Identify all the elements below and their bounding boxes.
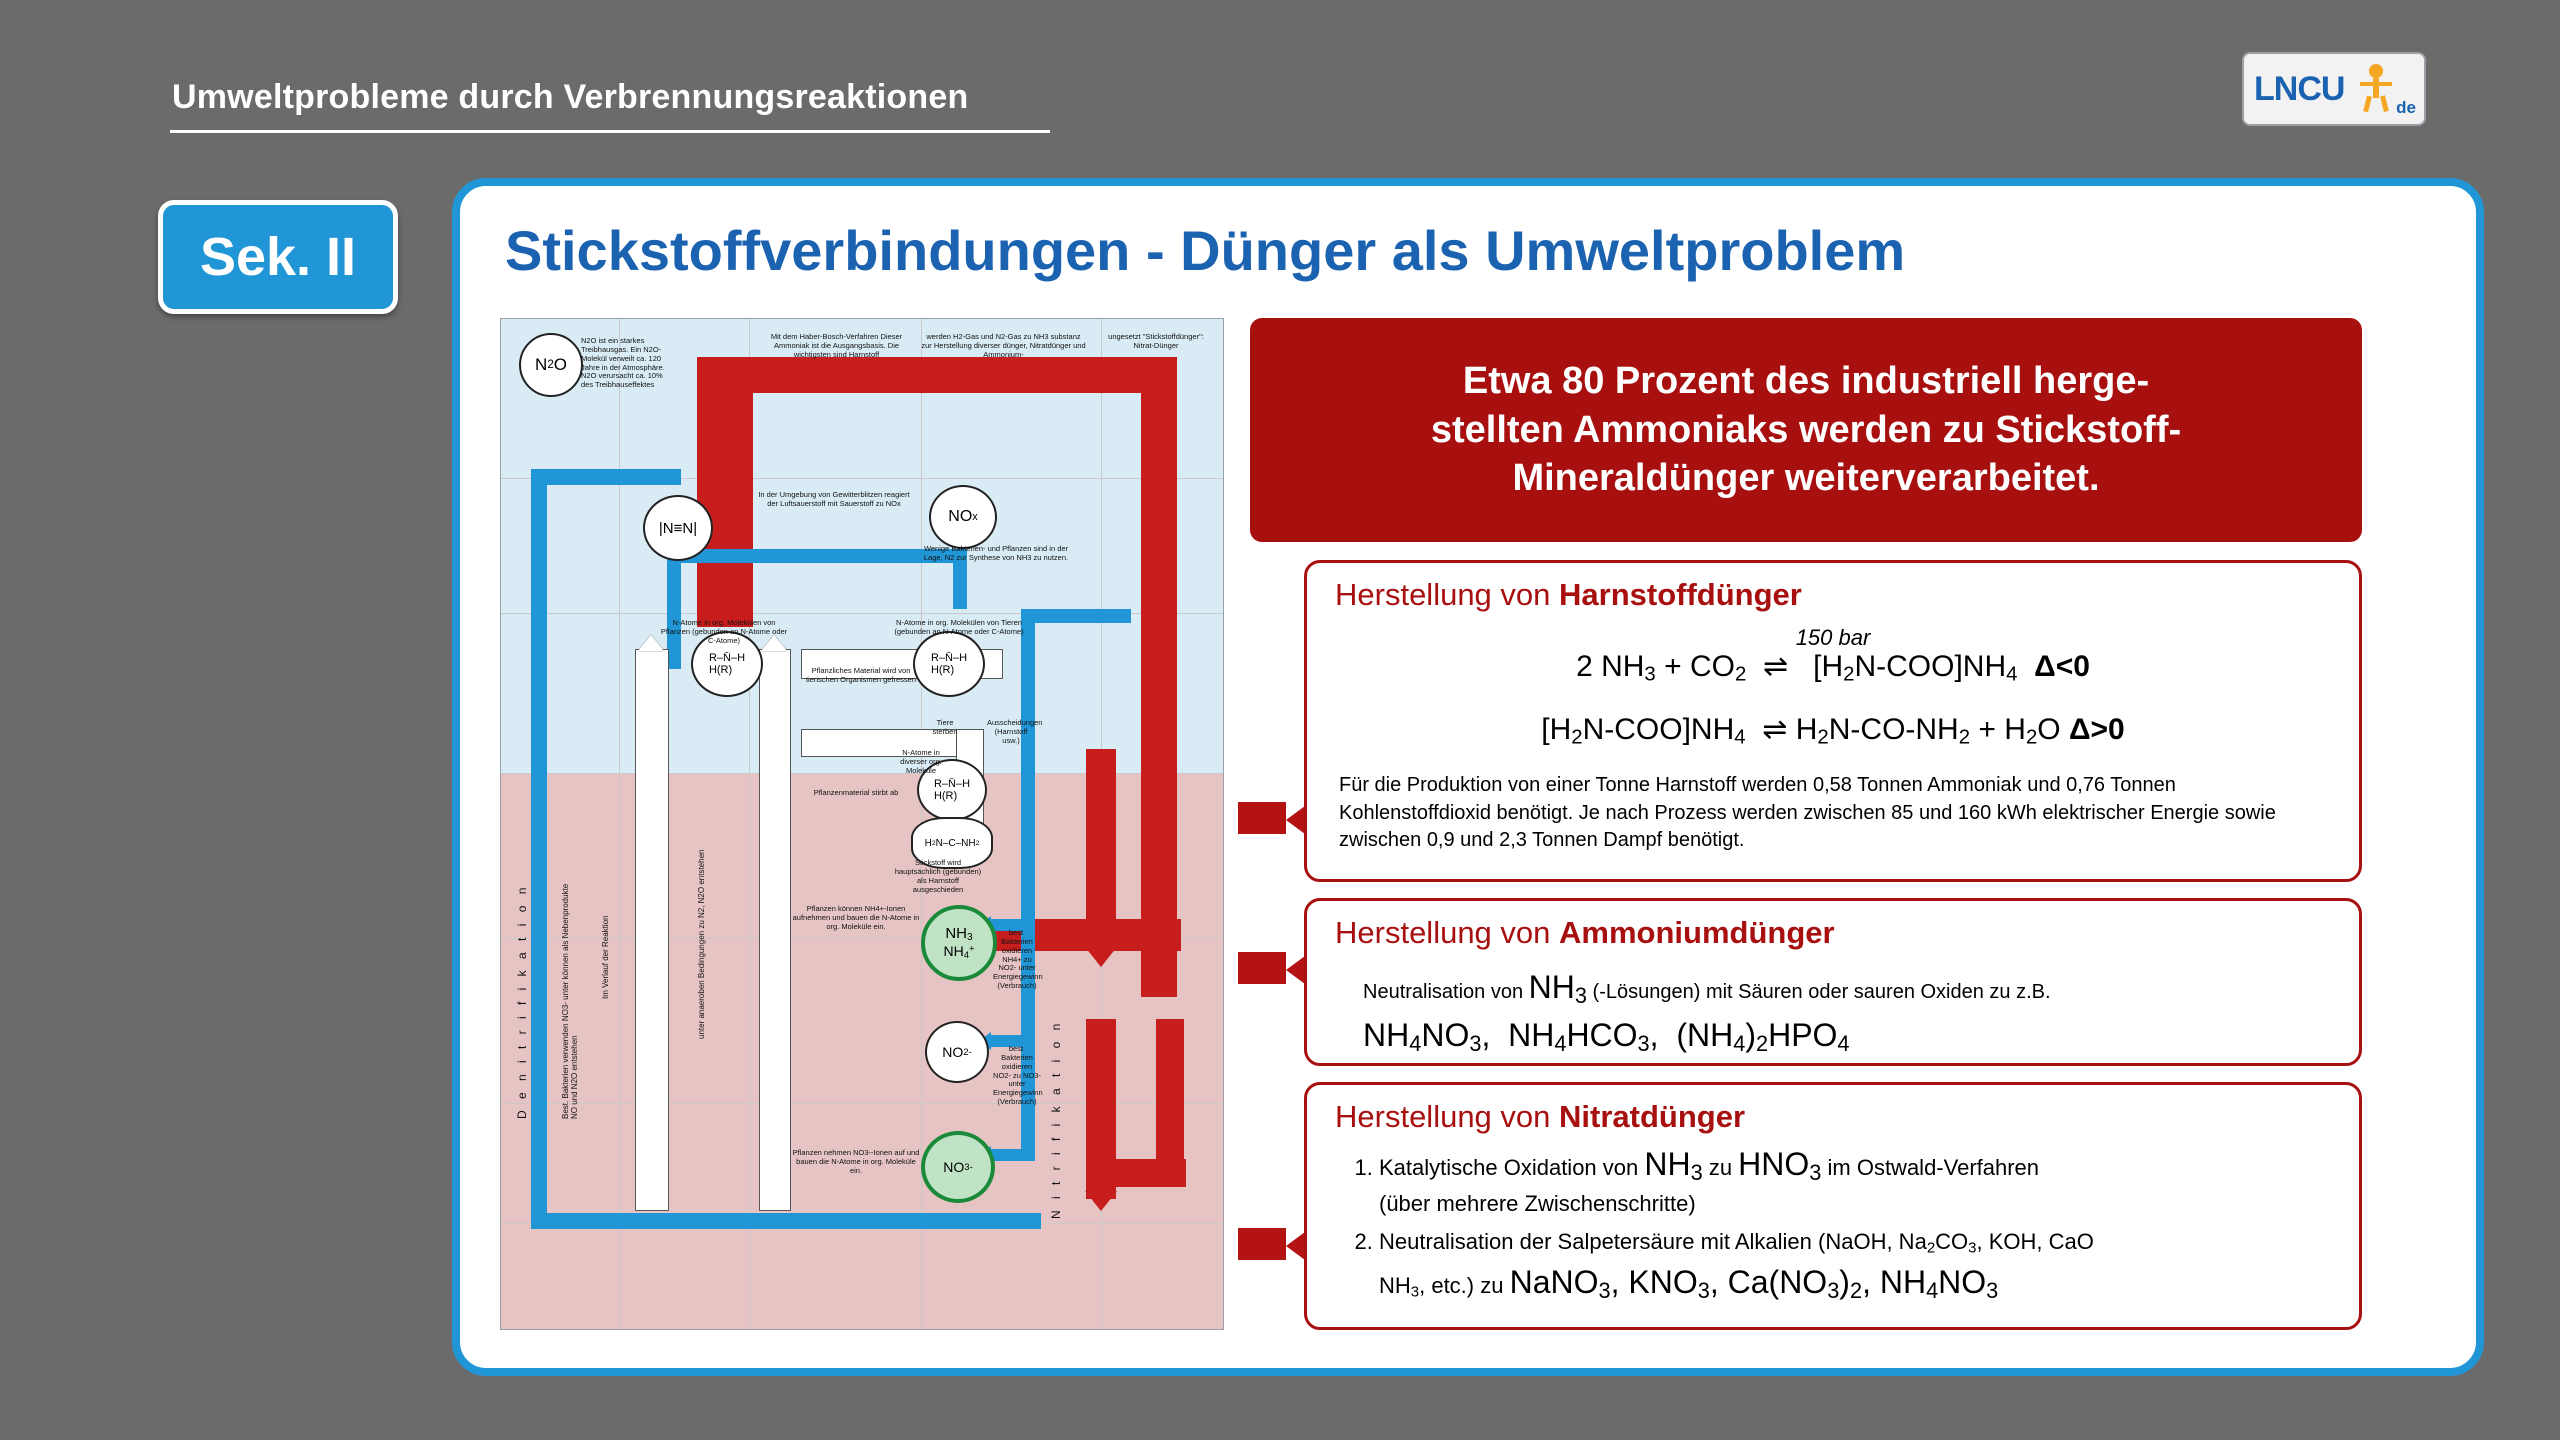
text-haber-3: ungesetzt "Stickstoffdünger": Nitrat-Dünger: [1108, 332, 1204, 350]
node-n2o: N 2 O: [519, 333, 583, 397]
node-org-animal: R–N̄–H H(R): [913, 631, 985, 697]
blue-pipe-nox-to-chain: [1021, 609, 1131, 623]
nitrogen-cycle-diagram: [500, 318, 1224, 1330]
text-plant-org: N-Atome in org. Molekülen von Pflanzen (gebunden an N-Atome oder C-Atome): [660, 618, 788, 645]
slide-title: Stickstoffverbindungen - Dünger als Umweltproblem: [505, 219, 1906, 282]
arrow-tail-harnstoff: [1238, 802, 1286, 834]
infobox-ammonium: [1304, 898, 2362, 1066]
text-n-atome-mol: N-Atome in diverser org. Moleküle: [900, 748, 942, 775]
text-pflanzen-no3: Pflanzen nehmen NO3--Ionen auf und bauen die N-Atome in org. Moleküle ein.: [792, 1148, 920, 1175]
text-food-chain: Pflanzliches Material wird von tierischen Organismen gefressen: [805, 666, 917, 684]
key-statement-banner: [1250, 318, 2362, 542]
infobox-nitrat: [1304, 1082, 2362, 1330]
page-header: [0, 0, 2560, 148]
red-arrow-to-nh3: [1085, 947, 1117, 967]
red-pipe-center-low: [1086, 1019, 1116, 1199]
text-animal-org: N-Atome in org. Molekülen von Tieren (gebunden an N-Atome oder C-Atome): [894, 618, 1024, 636]
red-pipe-left: [697, 357, 753, 627]
key-statement-text: Etwa 80 Prozent des industriell herge- stellten Ammoniaks werden zu Stickstoff- Mineraldünger weiterverarbeitet.: [1430, 360, 2182, 500]
text-denitr-left: Im Verlauf der Reaktion: [601, 915, 610, 999]
red-pipe-right: [1141, 357, 1177, 997]
infobox-harnstoff: [1304, 560, 2362, 882]
ammonium-line-1: Neutralisation von $NH_3$ (-Lösungen) mit Säuren oder sauren Oxiden zu z.B.: [1363, 969, 2051, 1008]
nitrat-heading: Herstellung von Nitratdünger: [1335, 1099, 1746, 1134]
ammonium-heading: Herstellung von Ammoniumdünger: [1335, 915, 1835, 950]
red-pipe-right-low: [1156, 1019, 1184, 1179]
text-nitrobacter: best. Bakterien oxidieren NO2- zu NO3- unter Energiegewinn (Verbrauch): [993, 1044, 1043, 1107]
label-denitrifikation: D e n i t r i f i k a t i o n: [515, 883, 529, 1119]
text-ausscheidungen: Ausscheidungen (Harnstoff usw.): [987, 718, 1043, 745]
text-n2-to-nox: In der Umgebung von Gewitterblitzen reagiert der Luftsauerstoff mit Sauerstoff zu NOx: [758, 490, 910, 508]
logo-wordmark: LNCU: [2254, 70, 2345, 108]
node-no2: NO 2 -: [925, 1021, 989, 1083]
level-badge: [158, 200, 398, 314]
level-badge-label: Sek. II: [199, 227, 357, 287]
red-pipe-top: [697, 357, 1177, 393]
header-divider: [170, 130, 1050, 133]
nitrat-step-2: 2. Neutralisation der Salpetersäure mit Alkalien (NaOH, $Na_2CO_3$, KOH, CaO $NH_3$, etc.) zu NaNO$_3$, $KNO_3$, $Ca(NO_3)_2$, $NH_4NO_3$: [1379, 1226, 2359, 1306]
harnstoff-condition: 150 bar: [1795, 625, 1871, 650]
page-title: Umweltprobleme durch Verbrennungsreaktionen: [172, 78, 969, 116]
arrow-tail-nitrat: [1238, 1228, 1286, 1260]
node-nh3-label: $NH_3$: [945, 924, 973, 944]
node-nox: NO x: [929, 485, 997, 549]
text-pflanzenmaterial: Pflanzenmaterial stirbt ab: [813, 788, 899, 797]
text-nox-desc: Wenige Bakterien- und Pflanzen sind in der Lage, N2 zur Synthese von NH3 zu nutzen.: [923, 544, 1069, 562]
blue-pipe-top-left: [531, 469, 681, 485]
logo-figure-icon: [2356, 62, 2396, 112]
text-nh4-uptake: Pflanzen können NH4+-Ionen aufnehmen und bauen die N-Atome in org. Moleküle ein.: [792, 904, 920, 931]
text-urea-note: Stickstoff wird hauptsächlich (gebunden) als Harnstoff ausgeschieden: [894, 858, 982, 894]
text-denitr-bact: Best. Bakterien verwenden NO3- unter können als Nebenprodukte NO und N2O entstehen: [561, 883, 579, 1119]
logo-suffix: de: [2396, 98, 2416, 117]
text-haber-2: werden H2-Gas und N2-Gas zu NH3 substanz zur Herstellung diverser dünger, Nitratdünger und Ammonium-: [921, 332, 1086, 359]
text-n2o-desc: N2O ist ein starkes Treibhausgas. Ein N2O-Molekül verweilt ca. 120 Jahre in der Atmosphäre. N2O verursacht ca. 10% des Treibhauseffektes: [581, 336, 665, 390]
harnstoff-note: Für die Produktion von einer Tonne Harnstoff werden 0,58 Tonnen Ammoniak und 0,76 Tonnen Kohlenstoffdioxid benötigt. Je nach Prozess werden zwischen 85 und 160 kWh elektrischer Energie sowie zwischen 0,9 und 2,3 Tonnen Dampf benötigt.: [1339, 773, 2276, 852]
red-pipe-center: [1086, 749, 1116, 949]
blue-pipe-no3-branch: [991, 1149, 1035, 1161]
node-org-plant: R–N̄–H H(R): [691, 631, 763, 697]
node-urea: H 2 N–C–NH 2: [911, 817, 993, 869]
blue-pipe-far-left: [531, 469, 547, 1229]
white-pipe-plant-uptake: [635, 649, 669, 1211]
label-nitrifikation: N i t r i f i k a t i o n: [1049, 1019, 1063, 1219]
node-nh4-label: $NH_4^+$: [943, 943, 975, 962]
blue-pipe-bottom: [531, 1213, 1041, 1229]
text-tiere-sterben: Tiere sterben: [932, 718, 958, 736]
node-no3: NO 3 -: [921, 1131, 995, 1203]
nitrat-step-1: 1. Katalytische Oxidation von $NH_3$ zu $HNO_3$ im Ostwald-Verfahren (über mehrere Zwischenschritte): [1379, 1141, 2359, 1220]
nitrat-steps: [1307, 1141, 2359, 1307]
lncu-logo: [2242, 52, 2426, 126]
arrow-tail-ammonium: [1238, 952, 1286, 984]
harnstoff-equation-1: 2 $NH_3 + CO_2$ ⇌ $[H_2N-COO]NH_4$ Δ<0: [1576, 650, 2090, 686]
node-org-mid: R–N̄–H H(R): [917, 759, 987, 821]
harnstoff-heading: Herstellung von Harnstoffdünger: [1335, 577, 1802, 612]
text-denitr-mid: unter anaeroben Bedingungen zu N2, N2O entstehen: [697, 849, 706, 1039]
node-n2: |N≡N|: [643, 495, 713, 561]
red-arrow-to-no3: [1085, 1191, 1117, 1211]
harnstoff-equation-2: $[H_2N-COO]NH_4$ ⇌ $H_2N-CO-NH_2 + H_2O$ Δ>0: [1541, 713, 2125, 749]
band-soil-4: [501, 1224, 1224, 1330]
ammonium-line-2: $NH_4NO_3$, $NH_4HCO_3$, $(NH_4)_2HPO_4$: [1363, 1016, 1850, 1056]
text-nitrosomonas: best. Bakterien oxidieren NH4+ zu NO2- unter Energiegewinn (Verbrauch): [993, 928, 1043, 991]
node-nh3-nh4: [921, 905, 997, 981]
blue-pipe-n2: [667, 549, 681, 669]
text-haber: Mit dem Haber-Bosch-Verfahren Dieser Ammoniak ist die Ausgangsbasis. Die wichtigsten sind Harnstoff: [770, 332, 903, 359]
white-pipe-plant-uptake-2: [759, 649, 791, 1211]
